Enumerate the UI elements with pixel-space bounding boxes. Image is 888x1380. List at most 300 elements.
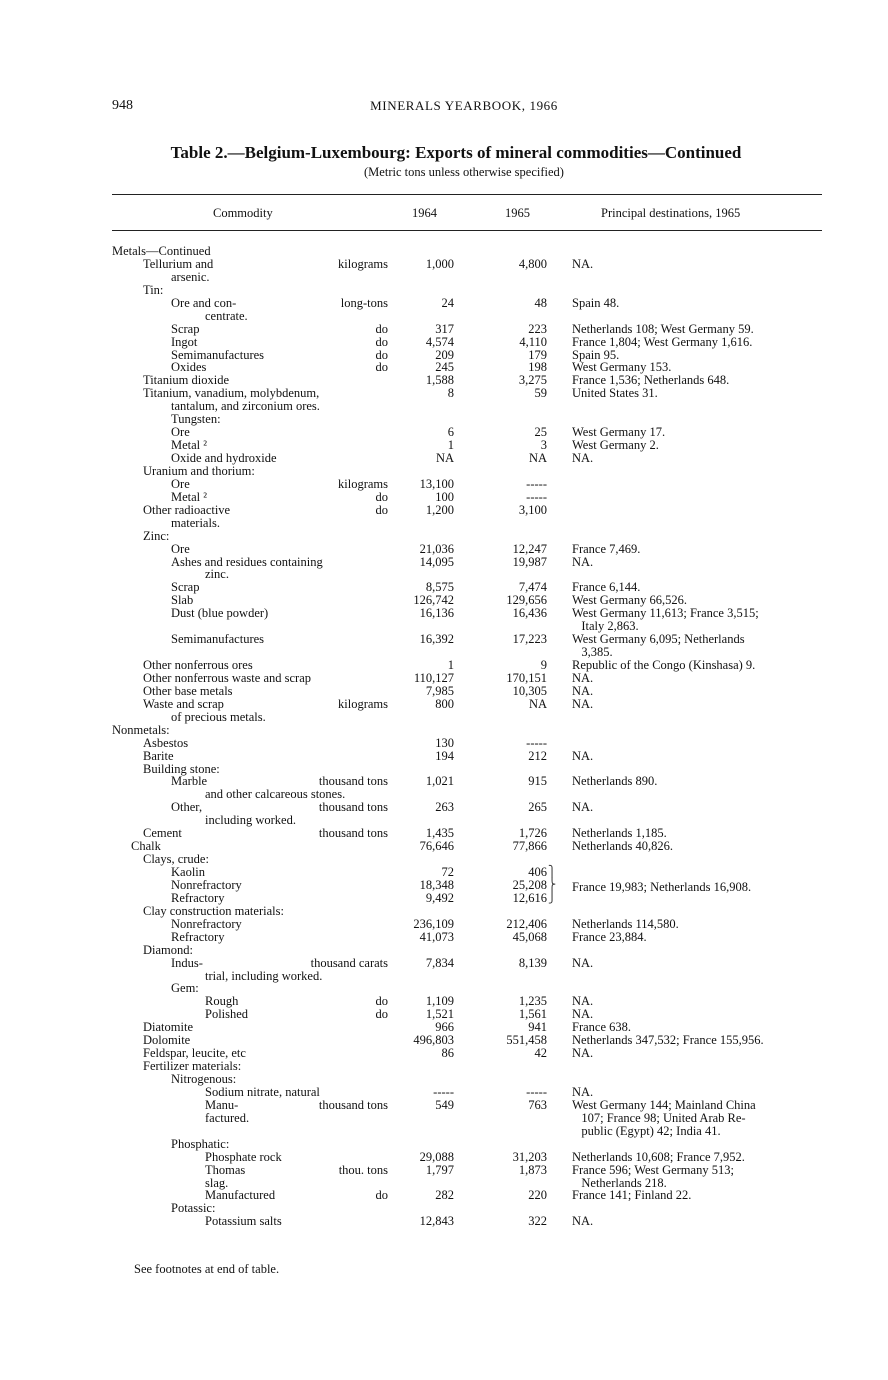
value-cell-1964: 1 xyxy=(447,438,454,453)
table-row xyxy=(0,1099,888,1112)
unit-label: thousand carats xyxy=(310,955,388,970)
value-cell-1964: 41,073 xyxy=(419,929,454,944)
table-row xyxy=(0,284,888,297)
value-cell-1965: 1,873 xyxy=(518,1162,547,1177)
value-cell-1964: 966 xyxy=(435,1020,454,1035)
unit-label: do xyxy=(375,489,388,504)
commodity-label: Barite xyxy=(143,748,174,763)
commodity-label: Tellurium and xyxy=(143,256,214,271)
commodity-label: Clay construction materials: xyxy=(143,903,284,918)
table-row xyxy=(0,970,888,983)
commodity-label: Other radioactive xyxy=(143,502,231,517)
table-row xyxy=(0,840,888,853)
table-row xyxy=(0,297,888,310)
unit-label: do xyxy=(375,321,388,336)
clays-brace: ⎫ ⎬ ⎭ xyxy=(548,866,557,904)
commodity-label: Metal ² xyxy=(171,438,208,453)
value-cell-1964: 245 xyxy=(435,360,454,375)
value-cell-1965: 12,616 xyxy=(512,890,547,905)
commodity-label: Feldspar, leucite, etc xyxy=(143,1046,246,1061)
value-cell-1964: 14,095 xyxy=(419,554,454,569)
destination-cell: France 638. xyxy=(572,1020,632,1035)
commodity-label: Ore and con- xyxy=(171,295,237,310)
commodity-label: Other, xyxy=(171,800,203,815)
value-cell-1964: 110,127 xyxy=(413,670,454,685)
commodity-label: Semimanufactures xyxy=(171,632,265,647)
column-header-commodity: Commodity xyxy=(213,206,273,220)
destination-cell: NA. xyxy=(572,670,594,685)
column-header-1964: 1964 xyxy=(412,206,437,220)
table-subtitle: (Metric tons unless otherwise specified) xyxy=(364,165,564,179)
commodity-label: zinc. xyxy=(205,567,229,582)
value-cell-1964: 16,136 xyxy=(419,606,454,621)
value-cell-1964: 16,392 xyxy=(419,632,454,647)
commodity-label: Metal ² xyxy=(171,489,208,504)
commodity-label: and other calcareous stones. xyxy=(205,787,346,802)
destination-cell: NA. xyxy=(572,683,594,698)
destination-cell: NA. xyxy=(572,955,594,970)
table-row xyxy=(0,659,888,672)
commodity-label: Building stone: xyxy=(143,761,220,776)
commodity-label: Rough xyxy=(205,994,239,1009)
table-row xyxy=(0,1047,888,1060)
commodity-label: Ore xyxy=(171,541,190,556)
value-cell-1965: 19,987 xyxy=(512,554,547,569)
value-cell-1964: 8,575 xyxy=(425,580,454,595)
value-cell-1964: 1,000 xyxy=(425,256,454,271)
value-cell-1964: 13,100 xyxy=(419,476,454,491)
commodity-label: Oxides xyxy=(171,360,207,375)
value-cell-1965: 8,139 xyxy=(518,955,547,970)
value-cell-1964: 194 xyxy=(435,748,454,763)
value-cell-1964: 1,109 xyxy=(425,994,454,1009)
value-cell-1964: 4,574 xyxy=(425,334,454,349)
destination-cell: NA. xyxy=(572,554,594,569)
table-row xyxy=(0,944,888,957)
commodity-label: Chalk xyxy=(131,839,161,854)
table-body xyxy=(0,245,888,1228)
table-row xyxy=(0,271,888,284)
value-cell-1965: 7,474 xyxy=(518,580,547,595)
value-cell-1965: 16,436 xyxy=(512,606,547,621)
destination-cell: public (Egypt) 42; India 41. xyxy=(572,1123,721,1138)
footnote: See footnotes at end of table. xyxy=(134,1262,280,1276)
value-cell-1965: 212,406 xyxy=(506,916,547,931)
value-cell-1965: 129,656 xyxy=(506,593,547,608)
value-cell-1964: 7,985 xyxy=(425,683,454,698)
value-cell-1965: ----- xyxy=(526,735,547,750)
value-cell-1965: 45,068 xyxy=(512,929,547,944)
commodity-label: centrate. xyxy=(205,308,248,323)
table-row xyxy=(0,478,888,491)
commodity-label: Potassium salts xyxy=(205,1214,282,1229)
table-row xyxy=(0,413,888,426)
value-cell-1964: 8 xyxy=(447,386,454,401)
commodity-label: Nonrefractory xyxy=(171,877,242,892)
destination-cell: West Germany 11,613; France 3,515; xyxy=(572,606,759,621)
value-cell-1964: 317 xyxy=(435,321,454,336)
commodity-label: materials. xyxy=(171,515,220,530)
value-cell-1964: 800 xyxy=(435,696,454,711)
value-cell-1965: 212 xyxy=(528,748,547,763)
commodity-label: tantalum, and zirconium ores. xyxy=(171,399,320,414)
commodity-label: Scrap xyxy=(171,580,200,595)
unit-label: thousand tons xyxy=(318,826,388,841)
unit-label: thousand tons xyxy=(318,1097,388,1112)
value-cell-1965: 3,275 xyxy=(518,373,547,388)
column-header-destinations: Principal destinations, 1965 xyxy=(601,206,741,220)
commodity-label: Potassic: xyxy=(171,1201,216,1216)
table-row xyxy=(0,879,888,892)
commodity-label: Ore xyxy=(171,476,190,491)
destination-cell: Spain 95. xyxy=(572,347,620,362)
value-cell-1965: 763 xyxy=(528,1097,547,1112)
value-cell-1964: 1,588 xyxy=(425,373,454,388)
value-cell-1965: 12,247 xyxy=(512,541,547,556)
commodity-label: Sodium nitrate, natural xyxy=(205,1084,320,1099)
header-top-rule xyxy=(112,194,822,195)
table-row xyxy=(0,556,888,569)
column-header-1965: 1965 xyxy=(505,206,530,220)
destination-cell: France 1,804; West Germany 1,616. xyxy=(572,334,753,349)
clays-crude-destination: France 19,983; Netherlands 16,908. xyxy=(572,880,752,894)
unit-label: kilograms xyxy=(338,256,388,271)
value-cell-1964: 209 xyxy=(435,347,454,362)
unit-label: do xyxy=(375,1007,388,1022)
destination-cell: France 596; West Germany 513; xyxy=(572,1162,734,1177)
destination-cell: Netherlands 114,580. xyxy=(572,916,679,931)
table-row xyxy=(0,426,888,439)
table-row xyxy=(0,1138,888,1151)
destination-cell: West Germany 6,095; Netherlands xyxy=(572,632,745,647)
destination-cell: NA. xyxy=(572,1214,594,1229)
commodity-label: Manu- xyxy=(205,1097,239,1112)
commodity-label: Ashes and residues containing xyxy=(171,554,323,569)
destination-cell: Republic of the Congo (Kinshasa) 9. xyxy=(572,658,756,672)
commodity-label: Nonmetals: xyxy=(112,722,170,737)
table-row xyxy=(0,698,888,711)
destination-cell: France 1,536; Netherlands 648. xyxy=(572,373,730,388)
table-row xyxy=(0,465,888,478)
table-row xyxy=(0,1112,888,1125)
destination-cell: Spain 48. xyxy=(572,295,620,310)
table-row xyxy=(0,866,888,879)
commodity-label: Slab xyxy=(171,593,194,608)
commodity-label: Waste and scrap xyxy=(143,696,224,711)
unit-label: do xyxy=(375,1188,388,1203)
unit-label: do xyxy=(375,334,388,349)
table-row xyxy=(0,530,888,543)
commodity-label: Ore xyxy=(171,425,190,440)
value-cell-1965: 48 xyxy=(534,295,547,310)
value-cell-1965: 223 xyxy=(528,321,547,336)
destination-cell: NA. xyxy=(572,1046,594,1061)
table-row xyxy=(0,1086,888,1099)
commodity-label: Phosphate rock xyxy=(205,1149,282,1164)
value-cell-1964: 12,843 xyxy=(419,1214,454,1229)
destination-cell: NA. xyxy=(572,994,594,1009)
table-row xyxy=(0,491,888,504)
table-row xyxy=(0,1189,888,1202)
value-cell-1964: 9,492 xyxy=(425,890,454,905)
destination-cell: NA. xyxy=(572,1084,594,1099)
header-bottom-rule xyxy=(112,230,822,231)
value-cell-1965: 220 xyxy=(528,1188,547,1203)
commodity-label: Clays, crude: xyxy=(143,852,209,867)
value-cell-1965: 17,223 xyxy=(512,632,547,647)
commodity-label: Polished xyxy=(205,1007,249,1022)
value-cell-1965: 25 xyxy=(534,425,547,440)
destination-cell: Netherlands 347,532; France 155,956. xyxy=(572,1033,764,1048)
value-cell-1965: 77,866 xyxy=(512,839,547,854)
value-cell-1965: 170,151 xyxy=(506,670,547,685)
unit-label: do xyxy=(375,502,388,517)
table-row xyxy=(0,543,888,556)
commodity-label: Dust (blue powder) xyxy=(171,606,269,621)
commodity-label: Fertilizer materials: xyxy=(143,1059,242,1074)
value-cell-1965: 551,458 xyxy=(506,1033,547,1048)
table-row xyxy=(0,931,888,944)
unit-label: kilograms xyxy=(338,696,388,711)
value-cell-1965: 10,305 xyxy=(512,683,547,698)
destination-cell: Netherlands 10,608; France 7,952. xyxy=(572,1149,745,1164)
value-cell-1965: ----- xyxy=(526,1084,547,1099)
value-cell-1965: 1,726 xyxy=(518,826,547,841)
value-cell-1965: 4,110 xyxy=(519,334,547,349)
commodity-label: Tungsten: xyxy=(171,412,221,427)
unit-label: do xyxy=(375,347,388,362)
destination-cell: West Germany 153. xyxy=(572,360,672,375)
value-cell-1964: 1,435 xyxy=(425,826,454,841)
value-cell-1965: 179 xyxy=(528,347,547,362)
commodity-label: Scrap xyxy=(171,321,200,336)
value-cell-1964: 24 xyxy=(441,295,454,310)
value-cell-1964: 100 xyxy=(435,489,454,504)
table-row xyxy=(0,245,888,258)
table-row xyxy=(0,1164,888,1177)
commodity-label: Ingot xyxy=(171,334,198,349)
destination-cell: 3,385. xyxy=(572,645,613,660)
value-cell-1965: 265 xyxy=(528,800,547,815)
value-cell-1965: NA xyxy=(528,696,547,711)
value-cell-1965: ----- xyxy=(526,489,547,504)
page-number: 948 xyxy=(112,98,133,113)
destination-cell: West Germany 144; Mainland China xyxy=(572,1097,756,1112)
value-cell-1964: NA xyxy=(435,451,454,465)
commodity-label: Refractory xyxy=(171,929,225,944)
commodity-label: Titanium, vanadium, molybdenum, xyxy=(143,386,320,401)
table-row xyxy=(0,905,888,918)
value-cell-1964: 21,036 xyxy=(419,541,454,556)
table-row xyxy=(0,892,888,905)
unit-label: kilograms xyxy=(338,476,388,491)
table-row xyxy=(0,1073,888,1086)
commodity-label: Zinc: xyxy=(143,528,170,543)
table-row xyxy=(0,775,888,788)
commodity-label: Dolomite xyxy=(143,1033,191,1048)
destination-cell: West Germany 17. xyxy=(572,425,666,440)
value-cell-1965: 941 xyxy=(528,1020,547,1035)
value-cell-1964: 282 xyxy=(435,1188,454,1203)
commodity-label: trial, including worked. xyxy=(205,968,323,983)
destination-cell: France 6,144. xyxy=(572,580,641,595)
commodity-label: factured. xyxy=(205,1110,250,1125)
value-cell-1965: 198 xyxy=(528,360,547,375)
table-row xyxy=(0,918,888,931)
value-cell-1965: 25,208 xyxy=(512,877,547,892)
destination-cell: NA. xyxy=(572,1007,594,1022)
commodity-label: Marble xyxy=(171,774,208,789)
commodity-label: Tin: xyxy=(143,282,164,297)
commodity-label: Nitrogenous: xyxy=(171,1072,237,1086)
commodity-label: Diamond: xyxy=(143,942,193,957)
table-row xyxy=(0,801,888,814)
value-cell-1964: 549 xyxy=(435,1097,454,1112)
destination-cell: NA. xyxy=(572,451,594,465)
commodity-label: Cement xyxy=(143,826,182,841)
value-cell-1964: 1 xyxy=(447,658,454,672)
table-row xyxy=(0,633,888,646)
destination-cell: France 7,469. xyxy=(572,541,641,556)
commodity-label: Asbestos xyxy=(143,735,189,750)
value-cell-1964: 1,200 xyxy=(425,502,454,517)
running-head: MINERALS YEARBOOK, 1966 xyxy=(370,98,558,113)
commodity-label: slag. xyxy=(205,1175,229,1190)
value-cell-1965: 1,235 xyxy=(518,994,547,1009)
commodity-label: Other nonferrous waste and scrap xyxy=(143,670,311,685)
destination-cell: NA. xyxy=(572,748,594,763)
destination-cell: 107; France 98; United Arab Re- xyxy=(572,1110,746,1125)
table-row xyxy=(0,517,888,530)
value-cell-1964: 72 xyxy=(441,865,454,879)
commodity-label: Uranium and thorium: xyxy=(143,463,255,478)
unit-label: do xyxy=(375,994,388,1009)
value-cell-1965: 4,800 xyxy=(518,256,547,271)
table-row xyxy=(0,452,888,465)
value-cell-1965: 406 xyxy=(528,865,547,879)
destination-cell: Netherlands 108; West Germany 59. xyxy=(572,321,754,336)
table-row xyxy=(0,1060,888,1073)
destination-cell: NA. xyxy=(572,800,594,815)
value-cell-1964: 130 xyxy=(435,735,454,750)
table-row xyxy=(0,387,888,400)
table-row xyxy=(0,1151,888,1164)
value-cell-1964: 6 xyxy=(447,425,454,440)
destination-cell: Italy 2,863. xyxy=(572,619,639,634)
commodity-label: including worked. xyxy=(205,813,296,828)
table-row xyxy=(0,607,888,620)
value-cell-1965: 42 xyxy=(534,1046,547,1061)
table-row xyxy=(0,336,888,349)
commodity-label: Gem: xyxy=(171,981,199,996)
destination-cell: France 23,884. xyxy=(572,929,647,944)
destination-cell: NA. xyxy=(572,696,594,711)
value-cell-1965: 915 xyxy=(528,774,547,789)
table-row xyxy=(0,737,888,750)
destination-cell: Netherlands 218. xyxy=(572,1175,667,1190)
table-row xyxy=(0,310,888,323)
commodity-label: Refractory xyxy=(171,890,225,905)
value-cell-1964: 7,834 xyxy=(425,955,454,970)
destination-cell: France 141; Finland 22. xyxy=(572,1188,692,1203)
value-cell-1965: ----- xyxy=(526,476,547,491)
table-row xyxy=(0,374,888,387)
unit-label: thousand tons xyxy=(318,800,388,815)
table-row xyxy=(0,750,888,763)
unit-label: long-tons xyxy=(340,295,388,310)
value-cell-1964: 18,348 xyxy=(419,877,454,892)
unit-label: do xyxy=(375,360,388,375)
value-cell-1964: ----- xyxy=(433,1084,454,1099)
table-row xyxy=(0,957,888,970)
commodity-label: of precious metals. xyxy=(171,709,266,724)
commodity-label: arsenic. xyxy=(171,269,210,284)
table-row xyxy=(0,724,888,737)
destination-cell: Netherlands 890. xyxy=(572,774,658,789)
value-cell-1965: 322 xyxy=(528,1214,547,1229)
commodity-label: Other base metals xyxy=(143,683,233,698)
commodity-label: Diatomite xyxy=(143,1020,193,1035)
commodity-label: Other nonferrous ores xyxy=(143,658,253,672)
destination-cell: NA. xyxy=(572,256,594,271)
commodity-label: Indus- xyxy=(171,955,203,970)
value-cell-1965: 3 xyxy=(540,438,547,453)
value-cell-1965: NA xyxy=(528,451,547,465)
unit-label: thou. tons xyxy=(338,1162,388,1177)
value-cell-1965: 1,561 xyxy=(518,1007,547,1022)
value-cell-1964: 76,646 xyxy=(419,839,454,854)
value-cell-1964: 263 xyxy=(435,800,454,815)
value-cell-1964: 1,021 xyxy=(425,774,454,789)
value-cell-1965: 31,203 xyxy=(512,1149,547,1164)
value-cell-1964: 126,742 xyxy=(413,593,454,608)
destination-cell: Netherlands 40,826. xyxy=(572,839,674,854)
table-row xyxy=(0,685,888,698)
commodity-label: Metals—Continued xyxy=(112,244,211,258)
commodity-label: Titanium dioxide xyxy=(143,373,230,388)
destination-cell: West Germany 66,526. xyxy=(572,593,687,608)
table-row xyxy=(0,672,888,685)
table-row xyxy=(0,711,888,724)
value-cell-1965: 59 xyxy=(534,386,547,401)
table-row xyxy=(0,258,888,271)
table-row xyxy=(0,400,888,413)
value-cell-1964: 1,521 xyxy=(425,1007,454,1022)
commodity-label: Nonrefractory xyxy=(171,916,242,931)
commodity-label: Thomas xyxy=(205,1162,246,1177)
table-row xyxy=(0,1215,888,1228)
table-row xyxy=(0,323,888,336)
table-row xyxy=(0,504,888,517)
destination-cell: United States 31. xyxy=(572,386,658,401)
commodity-label: Kaolin xyxy=(171,865,206,879)
destination-cell: Netherlands 1,185. xyxy=(572,826,667,841)
value-cell-1964: 29,088 xyxy=(419,1149,454,1164)
value-cell-1964: 496,803 xyxy=(413,1033,454,1048)
value-cell-1964: 86 xyxy=(441,1046,454,1061)
commodity-label: Phosphatic: xyxy=(171,1136,230,1151)
table-row xyxy=(0,1125,888,1138)
commodity-label: Oxide and hydroxide xyxy=(171,451,277,465)
unit-label: thousand tons xyxy=(318,774,388,789)
value-cell-1964: 1,797 xyxy=(425,1162,454,1177)
commodity-label: Manufactured xyxy=(205,1188,276,1203)
commodity-label: Semimanufactures xyxy=(171,347,265,362)
table-title: Table 2.—Belgium-Luxembourg: Exports of mineral commodities—Continued xyxy=(170,143,742,162)
value-cell-1965: 3,100 xyxy=(518,502,547,517)
value-cell-1964: 236,109 xyxy=(413,916,454,931)
value-cell-1965: 9 xyxy=(540,658,547,672)
